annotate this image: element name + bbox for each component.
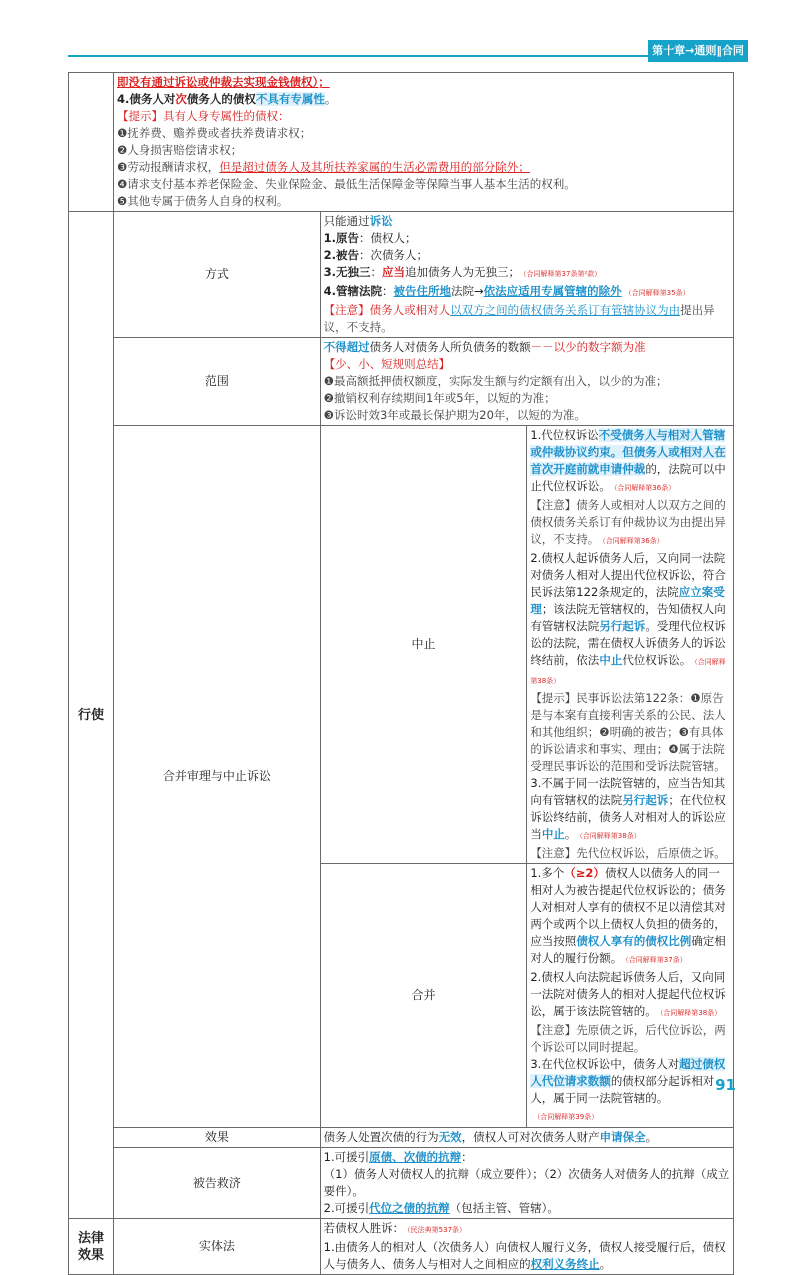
fangshi-note: 【注意】债务人或相对人以双方之间的债权债务关系订有管辖协议为由提出异议，不支持。 bbox=[323, 303, 715, 334]
fangshi-l2: 1.原告：债权人； bbox=[323, 231, 417, 245]
fanwei-label: 范围 bbox=[114, 338, 321, 426]
falv-l1: 若债权人胜诉： （民法典第537条） bbox=[323, 1221, 467, 1235]
header-rule bbox=[68, 55, 732, 57]
hebing2-label: 合并 bbox=[320, 864, 527, 1128]
page-number: 91 bbox=[715, 1076, 736, 1094]
hb-p1: 1.多个（≥2）债权人以债务人的同一相对人为被告提起代位权诉讼的；债务人对相对人享有的债权不足以清偿其对两个或两个以上债权人负担的债务的，应当按照债权人享有的债权比例确定相对人的履行份额。 （合同解释第37条） bbox=[530, 866, 726, 965]
falv-label: 法律效果 bbox=[69, 1219, 114, 1275]
fangshi-l3: 2.被告：次债务人； bbox=[323, 248, 429, 262]
zhongzhi-label: 中止 bbox=[320, 426, 527, 864]
fangshi-l5: 4.管辖法院：被告住所地法院→依法应适用专属管辖的除外 （合同解释第35条） bbox=[323, 284, 690, 298]
zz-p1: 1.代位权诉讼不受债务人与相对人管辖或仲裁协议约束。但债务人或相对人在首次开庭前就申请仲裁的，法院可以中止代位权诉讼。 （合同解释第36条） bbox=[530, 428, 726, 493]
hebing2-content bbox=[527, 864, 734, 1128]
top-item-1: ❶抚养费、赡养费或者扶养费请求权； bbox=[117, 126, 312, 140]
zz-p2: 2.债权人起诉债务人后，又向同一法院对债务人相对人提出代位权诉讼，符合民诉法第122条规定的，法院应立案受理；该法院无管辖权的，告知债权人向有管辖权法院另行起诉。受理代位权诉讼的法院，需在债权人诉债务人的诉讼终结前，依法中止代位权诉讼。 （合同解释第38条） bbox=[530, 551, 726, 685]
bg-l2: （1）债务人对债权人的抗辩（成立要件）；（2）次债务人对债务人的抗辩（成立要件）。 bbox=[323, 1167, 730, 1198]
beigao-content bbox=[320, 1148, 733, 1219]
fangshi-l1: 只能通过诉讼 bbox=[323, 214, 393, 228]
falv-sub-label: 实体法 bbox=[114, 1219, 321, 1275]
xingshi-label: 行使 bbox=[69, 212, 114, 1219]
top-item-4: ❹请求支付基本养老保险金、失业保险金、最低生活保障金等保障当事人基本生活的权利。 bbox=[117, 177, 576, 191]
blank-cell bbox=[69, 73, 114, 212]
bg-l3: 2.可援引代位之债的抗辩（包括主管、管辖）。 bbox=[323, 1201, 559, 1215]
zz-n1: 【注意】债务人或相对人以双方之间的债权债务关系订有仲裁协议为由提出异议，不支持。 （合同解释第36条） bbox=[530, 498, 726, 546]
falv-l2: 1.由债务人的相对人（次债务人）向债权人履行义务，债权人接受履行后，债权人与债务人、债务人与相对人之间相应的权利义务终止。 bbox=[323, 1240, 726, 1271]
fanwei-sub: 【少、小、短规则总结】 bbox=[323, 357, 451, 371]
fanwei-item-2: ❷撤销权利存续期间1年或5年，以短的为准； bbox=[323, 391, 556, 405]
fanwei-item-3: ❸诉讼时效3年或最长保护期为20年，以短的为准。 bbox=[323, 408, 586, 422]
top-item-2: ❷人身损害赔偿请求权； bbox=[117, 143, 243, 157]
zz-p3: 3.不属于同一法院管辖的，应当告知其向有管辖权的法院另行起诉；在代位权诉讼终结前，债务人对相对人的诉讼应当中止。 （合同解释第38条） bbox=[530, 776, 726, 841]
hebing-label: 合并审理与中止诉讼 bbox=[114, 426, 321, 1128]
top-line-1: 即没有通过诉讼或仲裁去实现金钱债权）； bbox=[117, 75, 330, 89]
fanwei-content bbox=[320, 338, 733, 426]
fangshi-l4: 3.无独三：应当追加债务人为无独三； （合同解释第37条第²款） bbox=[323, 265, 602, 279]
bg-l1: 1.可援引原债、次债的抗辩： bbox=[323, 1150, 473, 1164]
hb-p3: 3.在代位权诉讼中，债务人对超过债权人代位请求数额的债权部分起诉相对人，属于同一法院管辖的。（合同解释第39条） bbox=[530, 1057, 726, 1121]
top-item-3: ❸劳动报酬请求权，但是超过债务人及其所扶养家属的生活必需费用的部分除外； bbox=[117, 160, 530, 174]
fanwei-item-1: ❶最高额抵押债权额度，实际发生额与约定额有出入，以少的为准； bbox=[323, 374, 668, 388]
zz-tip: 【提示】民事诉讼法第122条：❶原告是与本案有直接利害关系的公民、法人和其他组织；❷明确的被告；❸有具体的诉讼请求和事实、理由；❹属于法院受理民事诉讼的范围和受诉法院管辖。 bbox=[530, 691, 726, 773]
top-item-5: ❺其他专属于债务人自身的权利。 bbox=[117, 194, 289, 208]
falv-content bbox=[320, 1219, 733, 1275]
fangshi-content bbox=[320, 212, 733, 338]
zz-n2: 【注意】先代位权诉讼，后原债之诉。 bbox=[530, 846, 726, 860]
hb-p2: 2.债权人向法院起诉债务人后，又向同一法院对债务人的相对人提起代位权诉讼，属于该法院管辖的。 （合同解释第38条） bbox=[530, 970, 726, 1018]
chapter-tab: 第十章→通则‖合同 bbox=[648, 40, 748, 62]
xiaoguo-content: 债务人处置次债的行为无效，债权人可对次债务人财产申请保全。 bbox=[320, 1128, 733, 1148]
fanwei-l1: 不得超过债务人对债务人所负债务的数额－－以少的数字额为准 bbox=[323, 340, 646, 354]
beigao-label: 被告救济 bbox=[114, 1148, 321, 1219]
fangshi-label: 方式 bbox=[114, 212, 321, 338]
top-tip: 【提示】具有人身专属性的债权： bbox=[117, 109, 290, 123]
content-table bbox=[68, 72, 734, 1275]
top-line-2: 4.债务人对次债务人的债权不具有专属性。 bbox=[117, 92, 337, 106]
xiaoguo-label: 效果 bbox=[114, 1128, 321, 1148]
top-cell bbox=[114, 73, 734, 212]
hb-n1: 【注意】先原债之诉，后代位诉讼，两个诉讼可以同时提起。 bbox=[530, 1023, 726, 1054]
zhongzhi-content bbox=[527, 426, 734, 864]
